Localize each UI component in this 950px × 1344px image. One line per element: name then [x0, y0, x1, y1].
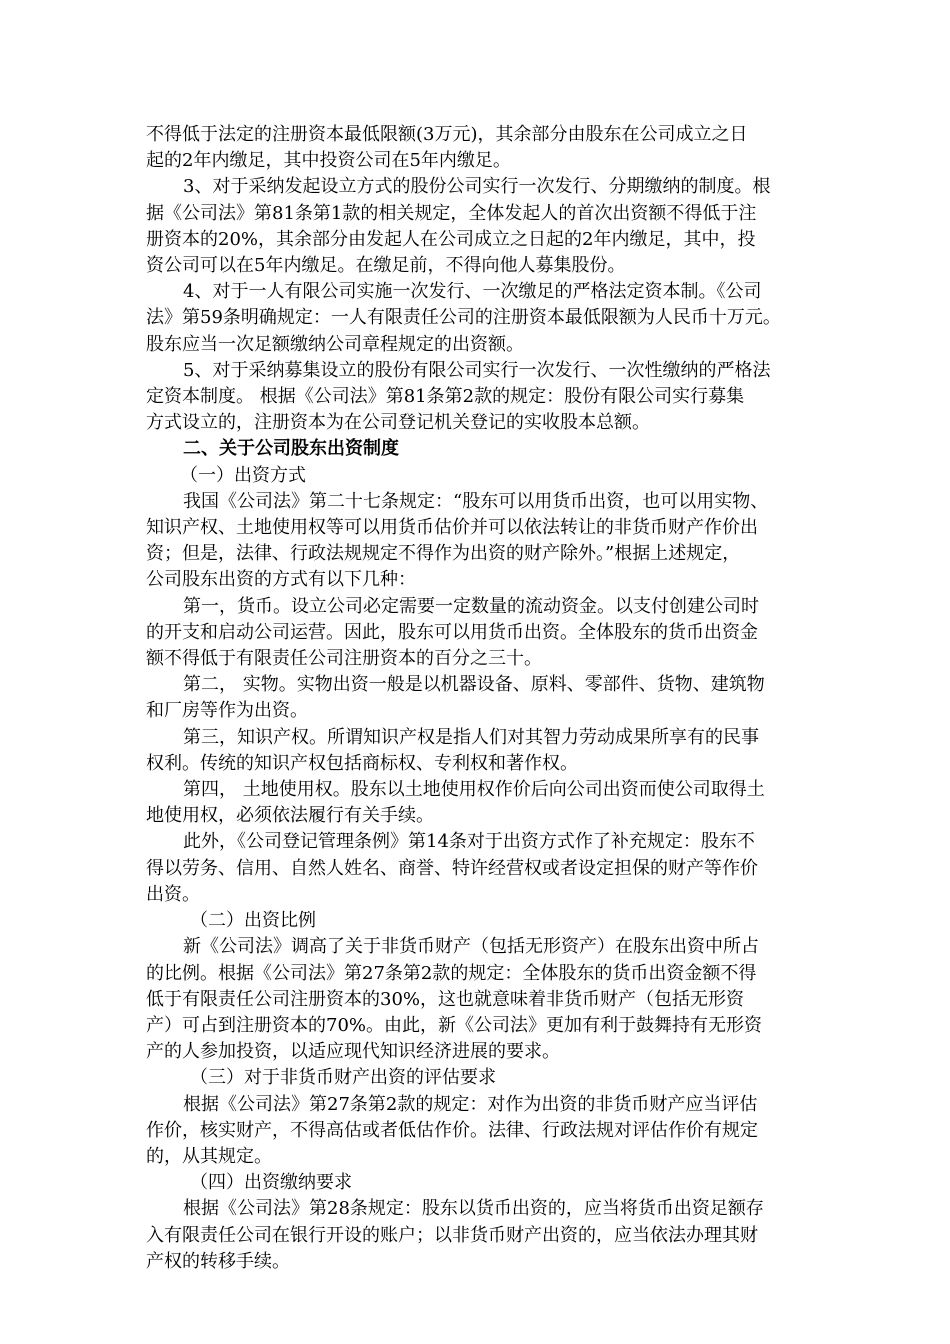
text-line: 出资。 [146, 883, 200, 905]
text-line: 第三，知识产权。所谓知识产权是指人们对其智力劳动成果所享有的民事 [183, 726, 759, 748]
text-line: 产权的转移手续。 [146, 1250, 290, 1272]
text-line: 资公司可以在5年内缴足。在缴足前，不得向他人募集股份。 [146, 255, 626, 277]
text-line: 5、对于采纳募集设立的股份有限公司实行一次发行、一次性缴纳的严格法 [183, 359, 771, 381]
subsection-heading [146, 463, 816, 489]
text-line: 低于有限责任公司注册资本的30%，这也就意味着非货币财产（包括无形资 [146, 988, 745, 1010]
paragraph [146, 777, 816, 829]
text-line: 新《公司法》调高了关于非货币财产（包括无形资产）在股东出资中所占 [183, 936, 759, 958]
section-heading [146, 436, 816, 462]
text-line: （三）对于非货币财产出资的评估要求 [190, 1067, 496, 1089]
text-line: 根据《公司法》第27条第2款的规定：对作为出资的非货币财产应当评估 [183, 1093, 758, 1115]
subsection-heading [146, 1065, 816, 1091]
text-line: 根据《公司法》第28条规定：股东以货币出资的，应当将货币出资足额存 [183, 1198, 764, 1220]
paragraph [146, 279, 816, 358]
paragraph [146, 1092, 816, 1171]
text-line: 册资本的20%，其余部分由发起人在公司成立之日起的2年内缴足，其中，投 [146, 228, 756, 250]
text-line: 产）可占到注册资本的70%。由此，新《公司法》更加有利于鼓舞持有无形资 [146, 1014, 763, 1036]
paragraph [146, 594, 816, 673]
document-page [146, 122, 816, 1275]
paragraph [146, 934, 816, 1065]
text-line: 的比例。根据《公司法》第27条第2款的规定：全体股东的货币出资金额不得 [146, 962, 757, 984]
paragraph [146, 672, 816, 724]
text-line: 二、关于公司股东出资制度 [183, 438, 399, 460]
paragraph [146, 489, 816, 594]
text-line: 第二， 实物。实物出资一般是以机器设备、原料、零部件、货物、建筑物 [183, 674, 765, 696]
paragraph [146, 725, 816, 777]
text-line: 方式设立的，注册资本为在公司登记机关登记的实收股本总额。 [146, 412, 650, 434]
text-line: 权利。传统的知识产权包括商标权、专利权和著作权。 [146, 752, 578, 774]
paragraph [146, 358, 816, 437]
text-line: 资；但是，法律、行政法规规定不得作为出资的财产除外。”根据上述规定， [146, 543, 741, 565]
text-line: 第一，货币。设立公司必定需要一定数量的流动资金。以支付创建公司时 [183, 595, 759, 617]
text-line: 起的2年内缴足，其中投资公司在5年内缴足。 [146, 150, 511, 172]
text-line: （四）出资缴纳要求 [190, 1172, 352, 1194]
text-line: 股东应当一次足额缴纳公司章程规定的出资额。 [146, 333, 524, 355]
text-line: 的，从其规定。 [146, 1145, 272, 1167]
text-line: 据《公司法》第81条第1款的相关规定，全体发起人的首次出资额不得低于注 [146, 202, 757, 224]
text-line: 和厂房等作为出资。 [146, 700, 308, 722]
text-line: 我国《公司法》第二十七条规定：“股东可以用货币出资，也可以用实物、 [183, 490, 769, 512]
text-line: 3、对于采纳发起设立方式的股份公司实行一次发行、分期缴纳的制度。根 [183, 176, 771, 198]
paragraph [146, 122, 816, 174]
text-line: 产的人参加投资，以适应现代知识经济进展的要求。 [146, 1041, 560, 1063]
text-line: 不得低于法定的注册资本最低限额(3万元)，其余部分由股东在公司成立之日 [146, 124, 748, 145]
paragraph [146, 829, 816, 908]
text-line: 第四， 土地使用权。股东以土地使用权作价后向公司出资而使公司取得土 [183, 779, 765, 801]
text-line: 的开支和启动公司运营。因此，股东可以用货币出资。全体股东的货币出资金 [146, 621, 758, 643]
text-line: 入有限责任公司在银行开设的账户；以非货币财产出资的，应当依法办理其财 [146, 1224, 758, 1246]
text-line: 法》第59条明确规定：一人有限责任公司的注册资本最低限额为人民币十万元。 [146, 307, 781, 329]
text-line: 作价，核实财产，不得高估或者低估作价。法律、行政法规对评估作价有规定 [146, 1119, 758, 1141]
paragraph [146, 174, 816, 279]
text-line: 得以劳务、信用、自然人姓名、商誉、特许经营权或者设定担保的财产等作价 [146, 857, 758, 879]
text-line: 额不得低于有限责任公司注册资本的百分之三十。 [146, 648, 542, 670]
text-line: （一）出资方式 [180, 464, 306, 486]
text-line: 此外，《公司登记管理条例》第14条对于出资方式作了补充规定：股东不 [183, 831, 755, 853]
subsection-heading [146, 1170, 816, 1196]
subsection-heading [146, 908, 816, 934]
text-line: 地使用权，必须依法履行有关手续。 [146, 805, 434, 827]
text-line: （二）出资比例 [190, 910, 316, 932]
text-line: 知识产权、土地使用权等可以用货币估价并可以依法转让的非货币财产作价出 [146, 517, 758, 539]
text-line: 定资本制度。 根据《公司法》第81条第2款的规定：股份有限公司实行募集 [146, 386, 745, 408]
paragraph [146, 1196, 816, 1275]
text-line: 4、对于一人有限公司实施一次发行、一次缴足的严格法定资本制。《公司 [183, 281, 762, 303]
text-line: 公司股东出资的方式有以下几种： [146, 569, 416, 591]
